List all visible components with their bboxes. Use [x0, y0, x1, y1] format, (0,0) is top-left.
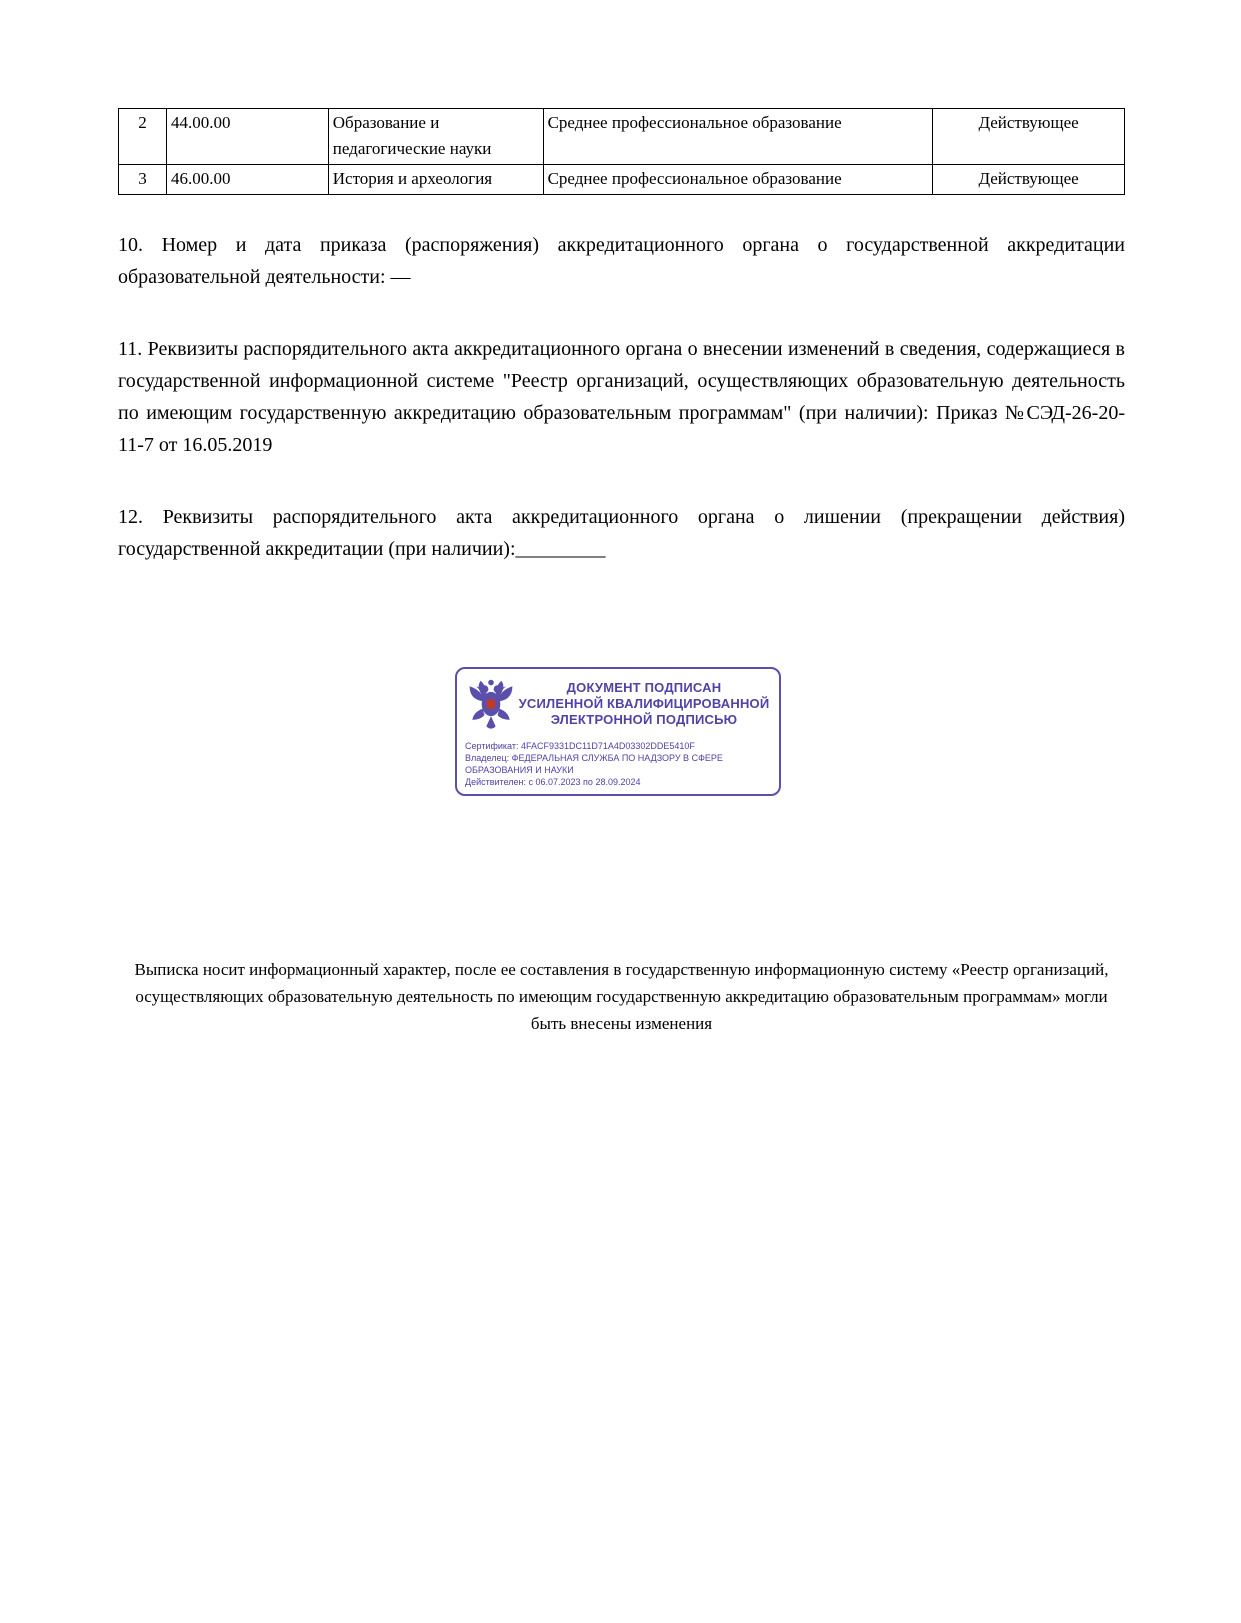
program-name-cell: Образование и педагогические науки — [328, 109, 543, 165]
table-row — [119, 109, 1125, 165]
paragraph-11-amendments-act: 11. Реквизиты распорядительного акта аккредитационного органа о внесении изменений в сведения, содержащиеся в государственной информационной системе "Реестр организаций, осуществляющих образовательную деятельность по имеющим государственную аккредитацию образовательным программам" (при наличии): Приказ №СЭД-26-20-11-7 от 16.05.2019 — [118, 338, 1125, 456]
program-code-cell: 44.00.00 — [166, 109, 328, 165]
informational-disclaimer: Выписка носит информационный характер, после ее составления в государственную информационную систему «Реестр организаций, осуществляющих образовательную деятельность по имеющим государственную аккредитацию образовательным программам» могли быть внесены изменения — [134, 960, 1109, 1033]
stamp-validity-line: Действителен: с 06.07.2023 по 28.09.2024 — [465, 777, 641, 787]
status-cell: Действующее — [933, 109, 1125, 165]
stamp-title-line1: ДОКУМЕНТ ПОДПИСАН — [566, 680, 722, 695]
stamp-title-line2: УСИЛЕННОЙ КВАЛИФИЦИРОВАННОЙ — [518, 696, 770, 711]
paragraph-10-order-number: 10. Номер и дата приказа (распоряжения) аккредитационного органа о государственной аккредитации образовательной деятельности: — — [118, 234, 1125, 288]
education-level-cell: Среднее профессиональное образование — [543, 109, 933, 165]
stamp-certificate-line: Сертификат: 4FACF9331DC11D71A4D03302DDE5410F — [465, 741, 695, 751]
row-number-cell: 2 — [119, 109, 167, 165]
digital-signature-stamp — [455, 667, 781, 796]
stamp-header — [465, 676, 771, 732]
program-code-cell: 46.00.00 — [166, 165, 328, 195]
status-cell: Действующее — [933, 165, 1125, 195]
accreditation-programs-table — [118, 108, 1125, 195]
paragraph-12-revocation-act: 12. Реквизиты распорядительного акта аккредитационного органа о лишении (прекращении действия) государственной аккредитации (при наличии):_________ — [118, 506, 1125, 560]
stamp-owner-line: Владелец: ФЕДЕРАЛЬНАЯ СЛУЖБА ПО НАДЗОРУ В СФЕРЕ ОБРАЗОВАНИЯ И НАУКИ — [465, 753, 723, 775]
stamp-title-line3: ЭЛЕКТРОННОЙ ПОДПИСЬЮ — [550, 712, 738, 727]
stamp-details — [465, 740, 771, 788]
education-level-cell: Среднее профессиональное образование — [543, 165, 933, 195]
program-name-cell: История и археология — [328, 165, 543, 195]
stamp-title — [517, 680, 771, 728]
coat-of-arms-icon — [465, 676, 517, 732]
row-number-cell: 3 — [119, 165, 167, 195]
table-row — [119, 165, 1125, 195]
